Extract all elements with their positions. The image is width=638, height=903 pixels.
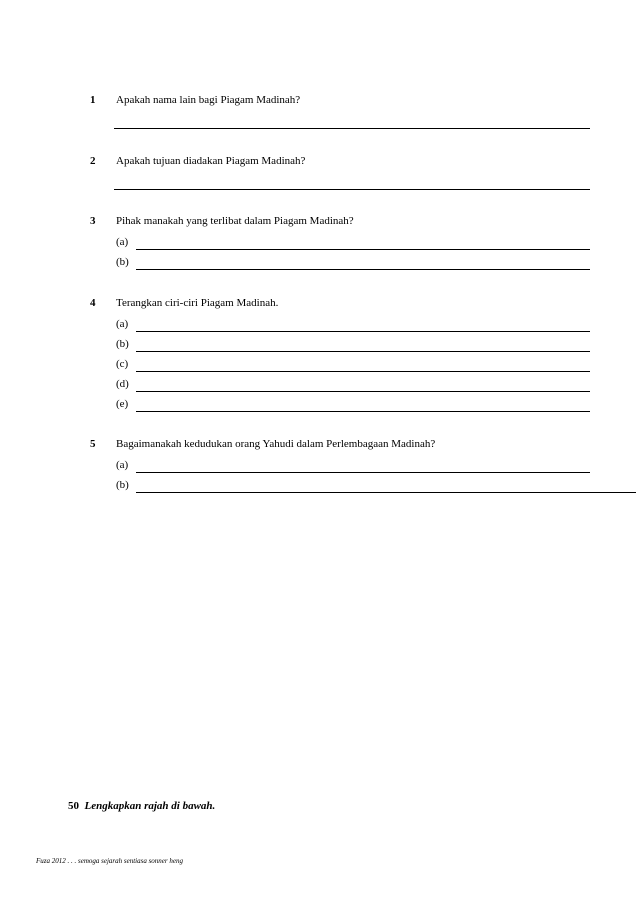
- answer-line-q3a[interactable]: [136, 249, 590, 250]
- answer-line-q4b[interactable]: [136, 351, 590, 352]
- question-2-number: 2: [90, 155, 96, 167]
- q5-part-a-label: (a): [116, 459, 129, 471]
- question-3-text: Pihak manakah yang terlibat dalam Piagam Madinah?: [116, 215, 354, 227]
- question-1-number: 1: [90, 94, 96, 106]
- q5-part-b-label: (b): [116, 479, 129, 491]
- q3-part-a-label: (a): [116, 236, 129, 248]
- answer-line-q2[interactable]: [114, 189, 590, 190]
- answer-line-q3b[interactable]: [136, 269, 590, 270]
- question-4-number: 4: [90, 297, 96, 309]
- q4-part-c-label: (c): [116, 358, 129, 370]
- answer-line-q4e[interactable]: [136, 411, 590, 412]
- question-4-text: Terangkan ciri-ciri Piagam Madinah.: [116, 297, 279, 309]
- q4-part-b-label: (b): [116, 338, 129, 350]
- footer-note: Fuza 2012 . . . semoga sejarah sentiasa sonner heng: [36, 857, 183, 865]
- section-heading: [68, 800, 215, 812]
- question-3-number: 3: [90, 215, 96, 227]
- answer-line-q1[interactable]: [114, 128, 590, 129]
- question-5-number: 5: [90, 438, 96, 450]
- section-instruction: Lengkapkan rajah di bawah.: [84, 800, 216, 812]
- question-2-text: Apakah tujuan diadakan Piagam Madinah?: [116, 155, 306, 167]
- answer-line-q4a[interactable]: [136, 331, 590, 332]
- q3-part-b-label: (b): [116, 256, 129, 268]
- q4-part-d-label: (d): [116, 378, 129, 390]
- answer-line-q4d[interactable]: [136, 391, 590, 392]
- q4-part-e-label: (e): [116, 398, 129, 410]
- answer-line-q5b[interactable]: [136, 492, 636, 493]
- section-number: 50: [68, 800, 79, 812]
- question-1-text: Apakah nama lain bagi Piagam Madinah?: [116, 94, 301, 106]
- question-5-text: Bagaimanakah kedudukan orang Yahudi dalam Perlembagaan Madinah?: [116, 438, 436, 450]
- answer-line-q4c[interactable]: [136, 371, 590, 372]
- q4-part-a-label: (a): [116, 318, 129, 330]
- answer-line-q5a[interactable]: [136, 472, 590, 473]
